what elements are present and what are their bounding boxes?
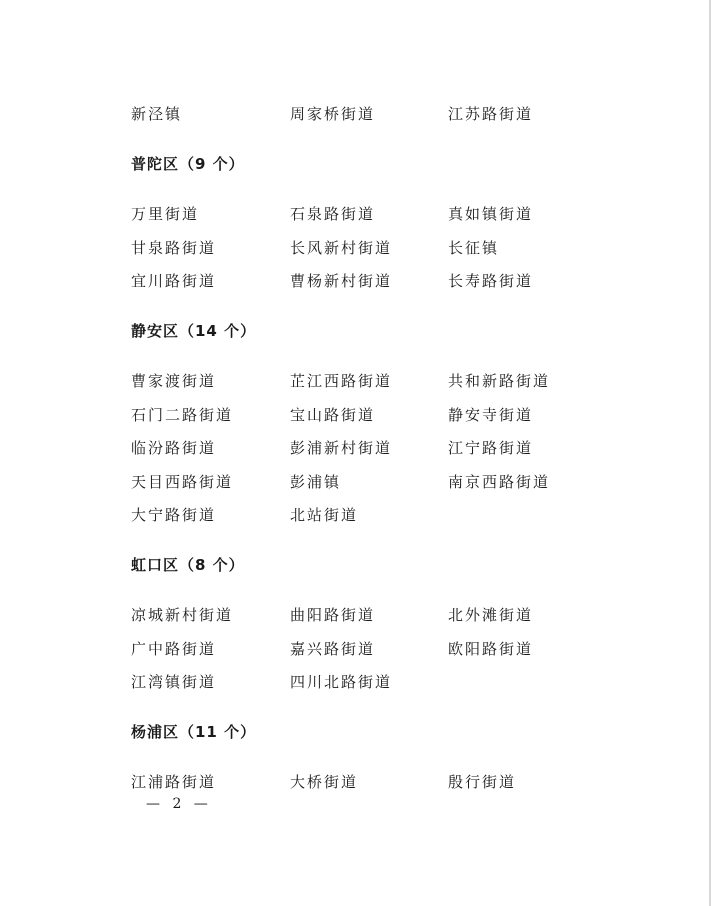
street-name: 广中路街道: [131, 639, 217, 658]
list-row: [131, 371, 651, 405]
street-name: 江苏路街道: [448, 105, 534, 123]
street-name: 彭浦新村街道: [290, 439, 393, 457]
list-row: [131, 505, 651, 539]
section-heading-putuo: 普陀区（9 个）: [131, 155, 245, 173]
street-name: 石门二路街道: [131, 405, 234, 424]
street-name: 南京西路街道: [448, 472, 551, 491]
section-list-hongkou: [131, 605, 651, 706]
section-heading-yangpu: 杨浦区（11 个）: [131, 723, 257, 741]
street-name: 北外滩街道: [448, 606, 534, 624]
street-name: 北站街道: [290, 506, 359, 524]
list-row: [131, 204, 651, 238]
street-name: 共和新路街道: [448, 372, 551, 390]
street-name: 宝山路街道: [290, 405, 376, 424]
list-row: [131, 104, 651, 138]
street-name: 长风新村街道: [290, 238, 393, 257]
street-name: 欧阳路街道: [448, 639, 534, 658]
list-row: [131, 639, 651, 673]
street-name: 殷行街道: [448, 773, 517, 791]
list-row: [131, 672, 651, 706]
street-name: 长寿路街道: [448, 272, 534, 290]
list-row: [131, 472, 651, 506]
page-number: — 2 —: [146, 796, 212, 812]
street-name: 天目西路街道: [131, 472, 234, 491]
continued-list: [131, 104, 651, 138]
street-name: 周家桥街道: [290, 105, 376, 123]
street-name: 江湾镇街道: [131, 673, 217, 691]
list-row: [131, 271, 651, 305]
street-name: 芷江西路街道: [290, 372, 393, 390]
street-name: 四川北路街道: [290, 673, 393, 691]
street-name: 甘泉路街道: [131, 238, 217, 257]
list-row: [131, 405, 651, 439]
street-name: 真如镇街道: [448, 205, 534, 223]
street-name: 宜川路街道: [131, 272, 217, 290]
section-heading-hongkou: 虹口区（8 个）: [131, 556, 245, 574]
street-name: 曹家渡街道: [131, 372, 217, 390]
street-name: 大桥街道: [290, 773, 359, 791]
street-name: 曹杨新村街道: [290, 272, 393, 290]
street-name: 临汾路街道: [131, 439, 217, 457]
street-name: 静安寺街道: [448, 405, 534, 424]
section-heading-jingan: 静安区（14 个）: [131, 322, 257, 340]
street-name: 彭浦镇: [290, 472, 342, 491]
street-name: 嘉兴路街道: [290, 639, 376, 658]
section-list-jingan: [131, 371, 651, 539]
street-name: 江宁路街道: [448, 439, 534, 457]
street-name: 曲阳路街道: [290, 606, 376, 624]
street-name: 万里街道: [131, 205, 200, 223]
street-name: 大宁路街道: [131, 506, 217, 524]
street-name: 江浦路街道: [131, 773, 217, 791]
street-name: 凉城新村街道: [131, 606, 234, 624]
section-list-putuo: [131, 204, 651, 305]
street-name: 长征镇: [448, 238, 500, 257]
list-row: [131, 438, 651, 472]
list-row: [131, 238, 651, 272]
list-row: [131, 605, 651, 639]
street-name: 新泾镇: [131, 105, 183, 123]
street-name: 石泉路街道: [290, 205, 376, 223]
